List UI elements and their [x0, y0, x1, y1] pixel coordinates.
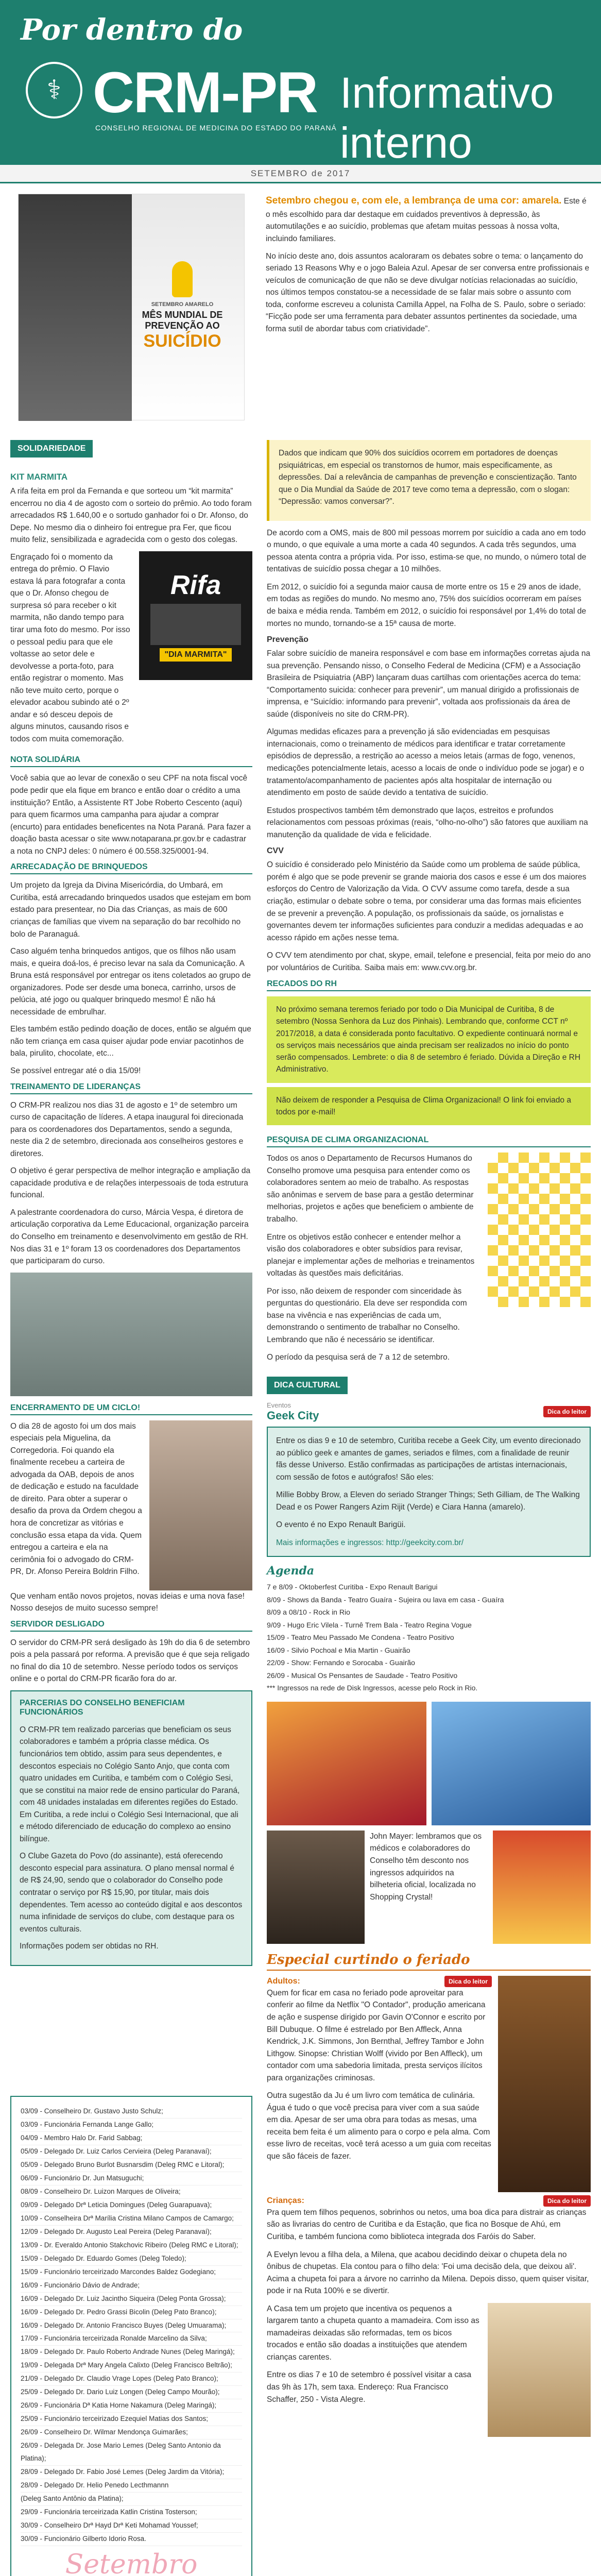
- oktoberfest-poster: [432, 1702, 591, 1825]
- mayer-block: [267, 1831, 591, 1944]
- birthday-row: 12/09 - Delegado Dr. Augusto Leal Pereira (Deleg Paranavaí);: [21, 2226, 242, 2239]
- section-heading: PESQUISA DE CLIMA ORGANIZACIONAL: [267, 1136, 591, 1147]
- culture-section: [267, 1377, 591, 2437]
- masthead: [0, 0, 601, 165]
- birthday-row: 21/09 - Delegado Dr. Claudio Vrage Lopes (Deleg Pato Branco);: [21, 2372, 242, 2386]
- cvv-paragraph: O CVV tem atendimento por chat, skype, email, telefone e presencial, feita por meio do ano por voluntários de Curitiba. Saiba mais em: www.cvv.org.br.: [267, 951, 591, 972]
- reader-tip-badge: Dica do leitor: [444, 1976, 492, 1987]
- birthday-row: 30/09 - Funcionário Gilberto Idorio Rosa.: [21, 2533, 242, 2546]
- newsletter-title: Informativo interno: [340, 69, 554, 167]
- birthday-row: 10/09 - Conselheira Drª Marília Cristina Milano Campos de Camargo;: [21, 2212, 242, 2226]
- birthday-row: 15/09 - Funcionário terceirizado Marcondes Baldez Godegiano;: [21, 2266, 242, 2279]
- birthday-row: 03/09 - Conselheiro Dr. Gustavo Justo Schulz;: [21, 2105, 242, 2119]
- section-heading: NOTA SOLIDÁRIA: [10, 755, 252, 767]
- agenda-item: 8/09 a 08/10 - Rock in Rio: [267, 1608, 350, 1617]
- birthday-row: 03/09 - Funcionária Fernanda Lange Gallo;: [21, 2119, 242, 2132]
- movie-poster: [498, 1976, 591, 2192]
- agenda-item: 9/09 - Hugo Eric Vilela - Turnê Trem Bala - Teatro Regina Vogue: [267, 1620, 472, 1629]
- council-name: CONSELHO REGIONAL DE MEDICINA DO ESTADO DO PARANÁ: [95, 124, 337, 132]
- criancas-paragraph: A Casa tem um projeto que incentiva os pequenos a largarem tanto a chupeta quanto a mamadeira. Com isso as mamadeiras deixadas são reformadas, tem os bicos trocados e então são doadas a instituições que atendem crianças carentes.: [267, 2304, 479, 2362]
- geek-city-box: Entre os dias 9 e 10 de setembro, Curitiba recebe a Geek City, um evento direcionado ao público geek e amantes de games, seriados e filmes, com a finalidade de reunir fãs desse Universo. Estão confirmadas as participações de artistas internacionais, com sessão de fotos e autógrafos! São eles: Millie Bobby Brow, a Eleven do seriado Stranger Things; Seth Gilliam, de The Walking Dead e os Power Rangers Azim Rijit (Verde) e Ciara Hanna (amarelo). O evento é no Expo Renault Barigüi. Mais informações e ingressos: http://geekcity.com.br/: [267, 1427, 591, 1557]
- ciclo-paragraph: O dia 28 de agosto foi um dos mais especiais pela Miguelina, da Corregedoria. Foi quando ela finalmente recebeu a carteira de advogada da OAB, depois de anos de dedicação e estudo na faculdade de direito. Para obter a superar o desafio da prova da Ordem chegou a hora de concretizar as vitórias e conclusão essa etapa da vida. Quem entregou a carteira e ela na cerimônia foi o advogado do CRM-PR, Dr. Afonso Pereira Boldrin Filho.: [10, 1421, 142, 1577]
- birthday-row: 29/09 - Funcionária terceirizada Katlin Cristina Tosterson;: [21, 2506, 242, 2519]
- cvv-title: CVV: [267, 846, 284, 856]
- statistics-paragraph: Em 2012, o suicídio foi a segunda maior causa de morte entre os 15 e 29 anos de idade, em todas as regiões do mundo. No mesmo ano, 75% dos suicídios ocorreram em países de baixa e média renda. Também em 2012, o suicídio foi responsável por 1,4% do total de mortes no mundo, tornando-se a 15ª causa de morte.: [267, 582, 587, 628]
- kit-title: KIT MARMITA: [10, 472, 68, 482]
- agenda-item: 7 e 8/09 - Oktoberfest Curitiba - Expo Renault Barigui: [267, 1583, 438, 1591]
- agenda-item: 16/09 - Silvio Pochoal e Mia Martin - Guairão: [267, 1646, 410, 1654]
- criancas-paragraph: A Evelyn levou a filha dela, a Milena, que acabou decidindo deixar o chupeta dela no ônibus de chupetas. Ela contou para o filho dela: 'Foi uma decisão dela, que deixou ali'. Acima a chupeta foi para a árvore no carrinho da Milena. Depois disso, quem quiser visitar, pode ir na Ruta 100% e se divertir.: [267, 2250, 589, 2296]
- cvv-paragraph: O suicídio é considerado pelo Ministério da Saúde como um problema de saúde pública, porém é algo que se pode prevenir se grande maioria dos casos e esse é um dos maiores esforços do Centro de Valorização da Vida. O CVV assume como tarefa, desde a sua criação, estimular o debate sobre o tema, por considerar uma das formas mais eficientes de se prevenir a prevenção. A população, os profissionais da saúde, os jornalistas e governantes devem ter informações suficientes para conduzir a medidas adequadas e ao acesso rápido em ações nesse tema.: [267, 860, 587, 942]
- criancas-paragraph: Pra quem tem filhos pequenos, sobrinhos ou netos, uma boa dica para distrair as crianças são as livrarias do centro de Curitiba e da Estação, que fica no Bosque de Ahú, em Curitiba, e também funciona como biblioteca integrada dos Faróis do Saber.: [267, 2208, 587, 2241]
- birthday-row: 05/09 - Delegado Dr. Luiz Carlos Cervieira (Deleg Paranavaí);: [21, 2145, 242, 2159]
- birthday-row: 16/09 - Delegado Dr. Antonio Francisco Buyes (Deleg Umuarama);: [21, 2319, 242, 2333]
- birthday-row: 19/09 - Delegada Drª Mary Angela Calixto (Deleg Francisco Beltrão);: [21, 2359, 242, 2372]
- section-solidariedade: SOLIDARIEDADE: [10, 440, 93, 457]
- parcerias-paragraph: O Clube Gazeta do Povo (do assinante), está oferecendo desconto especial para assinatura. O plano mensal normal é de R$ 24,90, sendo que o colaborador do Conselho pode contratar o serviço por R$ 15,90, por titular, mais dois dependentes. Tem acesso ao conteúdo digital e aos descontos numa infinidade de serviços do clube, com destaque para os eventos culturais.: [20, 1852, 243, 1934]
- birthday-row: 16/09 - Delegado Dr. Pedro Grassi Bicolin (Deleg Pato Branco);: [21, 2306, 242, 2319]
- birthday-row: 16/09 - Delegado Dr. Luiz Jacintho Siqueira (Deleg Ponta Grossa);: [21, 2293, 242, 2306]
- decorative-pattern: [488, 1153, 591, 1307]
- birthday-row: 13/09 - Dr. Everaldo Antonio Stakchovic Ribeiro (Deleg RMC e Litoral);: [21, 2239, 242, 2252]
- birthday-row: 17/09 - Funcionária terceirizada Ronalde Marcelino da Silva;: [21, 2332, 242, 2346]
- treinamento-paragraph: O CRM-PR realizou nos dias 31 de agosto e 1º de setembro um curso de capacitação de líderes. A etapa inaugural foi direcionada para os coordenadores dos Departamentos, sendo a segunda, neste dia 2 de setembro, direcionada aos conselheiros gestores e diretores.: [10, 1100, 244, 1158]
- treinamento-paragraph: A palestrante coordenadora do curso, Márcia Vespa, é diretora de articulação corporativa da Leme Educacional, organização parceira do Conselho em treinamento e desenvolvimento em gestão de RH. Nos dias 31 e 1º foram 13 os coordenadores dos Departamentos que participaram do curso.: [10, 1208, 249, 1266]
- birthday-row: (Deleg Santo Antônio da Platina);: [21, 2493, 242, 2506]
- birthday-row: 05/09 - Delegado Bruno Burlot Busnarsdim (Deleg RMC e Litoral);: [21, 2159, 242, 2172]
- birthday-row: 28/09 - Delegado Dr. Helio Penedo Lecthmannn: [21, 2479, 242, 2493]
- brinquedos-paragraph: Eles também estão pedindo doação de doces, então se alguém que não tem criança em casa quiser ajudar pode enviar pacotinhos de bala, pirulito, chocolate, etc...: [10, 1025, 251, 1058]
- rifa-subtitle: "DIA MARMITA": [160, 648, 232, 662]
- john-mayer-poster: [493, 1831, 591, 1944]
- poster-word: SUICÍDIO: [143, 331, 221, 351]
- prevencao-paragraph: Estudos prospectivos também têm demonstrado que laços, estreitos e profundos relacionamentos com pessoas próximas (reais, “olho-no-olho”) são fatores que auxiliam na manutenção da qualidade de vida e felicidade.: [267, 806, 588, 839]
- yellow-ribbon-icon: [172, 261, 193, 297]
- lead-paragraph: No início deste ano, dois assuntos acaloraram os debates sobre o tema: o lançamento do seriado 13 Reasons Why e o jogo Baleia Azul. Apesar de ser conversa entre profissionais e veículos de comunicação de que não se deve divulgar notícias relacionadas ao suicídio, nos últimos tempos constatou-se a necessidade de se falar mais sobre o assunto com toda, conforme escreveu a colunista Camilla Appel, na Folha de S. Paulo, sobre o seriado: “Ficção pode ser uma ferramenta para debater assuntos pertinentes da sociedade, uma forma sutil de abordar tabus com criatividade”.: [266, 251, 590, 333]
- criancas-paragraph: Entre os dias 7 e 10 de setembro é possível visitar a casa das 9h às 17h, sem taxa. Endereço: Rua Francisco Schaffer, 250 - Vista Alegre.: [267, 2370, 472, 2404]
- mayer-text: John Mayer: lembramos que os médicos e colaboradores do Conselho têm desconto nos ingressos adquiridos na bilheteria oficial, localizada no Shopping Crystal!: [370, 1832, 482, 1902]
- event-posters: [267, 1702, 591, 1825]
- nota-paragraph: Você sabia que ao levar de conexão o seu CPF na nota fiscal você pode pedir que ela fique em branco e então doar o crédito a uma instituição? Então, a Assistente RT Jobe Roberto Cescento (aqui) para quem ficarmos uma campanha para ajudar a comprar (encurto) para entidades beneficentes na Nota Paraná. Para fazer a doação basta acessar o site www.notaparana.pr.gov.br e cadastrar a nota no CNPJ deles: 0 número é 00.558.325/0001-94.: [10, 774, 251, 856]
- kit-paragraph: Engraçado foi o momento da entrega do prêmio. O Flavio estava lá para fotografar a conta que o Dr. Afonso chegou de surpresa só para receber o kit marmita, não dando tempo para tirar uma foto do mesmo. Por isso o pessoal pediu para que ele voltasse ao setor dele e devolvesse a porta-foto, para então registrar o momento. Mas não teve muito certo, porque o elevador acabou subindo até o 2º andar e só desceu depois de alguns minutos, causando risos e todos com muita comemoração.: [10, 552, 130, 743]
- birthday-row: 25/09 - Funcionário terceirizado Ezequiel Matias dos Santos;: [21, 2413, 242, 2426]
- section-heading: TREINAMENTO DE LIDERANÇAS: [10, 1082, 252, 1094]
- lead-section: [0, 183, 601, 429]
- section-dica-cultural: DICA CULTURAL: [267, 1377, 348, 1394]
- adultos-title: Adultos:: [267, 1976, 300, 1986]
- birthday-row: 30/09 - Conselheiro Drª Hayd Drª Keti Mohamad Youssef;: [21, 2519, 242, 2533]
- prevencao-paragraph: Algumas medidas eficazes para a prevenção já são evidenciadas em pesquisas internacionais, como o treinamento de médicos para identificar e tratar corretamente episódios de depressão, a restrição ao acesso a meios letais (armas de fogo, venenos, medicações potencialmente letais, acesso a locais de onde o indivíduo pode se jogar) e o tratamento/acompanhamento de pacientes após alta hospitalar de internação ou atendimento em posto de saúde devido a tentativa de suicídio.: [267, 727, 585, 798]
- section-heading: RECADOS DO RH: [267, 979, 591, 991]
- agenda-item: 15/09 - Teatro Meu Passado Me Condena - Teatro Positivo: [267, 1633, 454, 1642]
- adultos-paragraph: Quem for ficar em casa no feriado pode aproveitar para conferir ao filme da Netflix "O Contador", produção americana de ação e suspense dirigido por Gavin O'Connor e escrito por Bill Dubuque. O filme é estrelado por Ben Affleck, Anna Kendrick, J.K. Simmons, Jon Bernthal, Jeffrey Tambor e John Lithgow. Sinopse: Christian Wolff (vivido por Ben Affleck), um contador com uma sabedoria limitada, presta serviços ilícitos para organizações criminosas.: [267, 1988, 486, 2082]
- agenda-list: [267, 1581, 591, 1694]
- birthday-row: 04/09 - Membro Halo Dr. Farid Sabbag;: [21, 2132, 242, 2145]
- birthday-list: [21, 2105, 242, 2546]
- crm-logo-icon: ⚕: [26, 62, 82, 118]
- prevencao-title: Prevenção: [267, 635, 308, 645]
- prevencao-paragraph: Falar sobre suicídio de maneira responsável e com base em informações corretas ajuda na sua prevenção. Pensando nisso, o Conselho Federal de Medicina (CFM) e a Associação Brasileira de Psiquiatria (ABP) lançaram duas cartilhas com orientações acerca do tema: “Comportamento suicida: conhecer para prevenir”, um manual dirigido a profissionais de imprensa, e “Suicídio: informando para prevenir”, voltada aos profissionais da área de saúde (disponíveis no site do CRM-PR).: [267, 649, 591, 719]
- agenda-item: 22/09 - Show: Fernando e Sorocaba - Guairão: [267, 1658, 415, 1667]
- birthday-row: 26/09 - Funcionária Dª Katia Horne Nakamura (Deleg Maringá);: [21, 2399, 242, 2413]
- section-heading: ARRECADAÇÃO DE BRINQUEDOS: [10, 862, 252, 874]
- section-heading: PARCERIAS DO CONSELHO BENEFICIAM FUNCIONÁRIOS: [20, 1698, 185, 1717]
- brinquedos-paragraph: Se possível entregar até o dia 15/09!: [10, 1066, 141, 1075]
- org-name: CRM-PR: [93, 60, 317, 125]
- parcerias-box: [10, 1690, 252, 1966]
- agenda-item: 8/09 - Shows da Banda - Teatro Guaíra - Sujeira ou lava em casa - Guaíra: [267, 1595, 504, 1604]
- agenda-item: *** Ingressos na rede de Disk Ingressos, acesse pelo Rock in Rio.: [267, 1684, 478, 1692]
- reader-tip-badge: Dica do leitor: [543, 2195, 591, 2207]
- birthday-row: 09/09 - Delegado Drª Leticia Domingues (Deleg Guarapuava);: [21, 2199, 242, 2212]
- suicide-prevention-poster: [18, 194, 245, 420]
- birthday-row: 08/09 - Conselheiro Dr. Luizon Marques de Oliveira;: [21, 2185, 242, 2199]
- woman-portrait: [19, 194, 132, 421]
- especial-title: Especial curtindo o feriado: [267, 1952, 591, 1971]
- birthday-row: 15/09 - Delegado Dr. Eduardo Gomes (Deleg Toledo);: [21, 2252, 242, 2266]
- adultos-paragraph: Outra sugestão da Ju é um livro com temática de culinária. Água é tudo o que você precisa para viver com a sua saúde em dia. Apesar de ser uma obra para todas as mesas, uma receita bem feita é um alimento para o corpo e pela alma. Com esse livro de receitas, você terá acesso a um guia com receitas que são fáceis de fazer.: [267, 2091, 491, 2161]
- birthday-row: 25/09 - Delegado Dr. Dario Luiz Longen (Deleg Campo Mourão);: [21, 2386, 242, 2399]
- chupeta-house-photo: [488, 2303, 591, 2437]
- servidor-paragraph: O servidor do CRM-PR será desligado às 19h do dia 6 de setembro pois a pela passará por reforma. A previsão que é que seja religado no final do dia 10 de setembro. Nesse período todos os serviços online e o portal do CRM-PR ficarão fora do ar.: [10, 1638, 250, 1684]
- rh-notice: Não deixem de responder a Pesquisa de Clima Organizacional! O link foi enviado a todos por e-mail!: [267, 1087, 591, 1126]
- pesquisa-paragraph: Todos os anos o Departamento de Recursos Humanos do Conselho promove uma pesquisa para entender como os colaboradores sentem ao meio de trabalho. As respostas são anônimas e servem de base para a gestão determinar melhorias, projetos e ações que beneficiem o ambiente de trabalho.: [267, 1154, 474, 1224]
- geek-link[interactable]: Mais informações e ingressos: http://geekcity.com.br/: [276, 1538, 464, 1547]
- criancas-title: Crianças:: [267, 2196, 304, 2205]
- marmita-image: [150, 604, 241, 645]
- birthday-row: 26/09 - Conselheiro Dr. Wilmar Mendonça Guimarães;: [21, 2426, 242, 2439]
- section-heading: ENCERRAMENTO DE UM CICLO!: [10, 1403, 252, 1415]
- section-heading: SERVIDOR DESLIGADO: [10, 1620, 252, 1632]
- birthday-row: 18/09 - Delegado Dr. Paulo Roberto Andrade Nunes (Deleg Maringá);: [21, 2346, 242, 2359]
- kit-paragraph: A rifa feita em prol da Fernanda e que sorteou um “kit marmita” encerrou no dia 4 de agosto com o sorteio do prêmio. Ao todo foram arrecadados R$ 1.640,00 e o sortudo ganhador foi o Dr. Afonso, do Depe. No mesmo dia o dinheiro foi entregue pra Fer, que ficou muito feliz, sensibilizada e agradecida com o gesto dos colegas.: [10, 487, 252, 545]
- treinamento-paragraph: O objetivo é gerar perspectiva de melhor integração e ampliação da capacidade produtiva e de relações interpessoais de toda estrutura funcional.: [10, 1166, 251, 1200]
- pesquisa-paragraph: Por isso, não deixem de responder com sinceridade às perguntas do questionário. Ela deve ser respondida com base na vivência e nas experiências de cada um, demonstrando o sentimento de trabalhar no Conselho. Lembrando que não é necessário se identificar.: [267, 1286, 467, 1344]
- lead-headline: Setembro chegou e, com ele, a lembrança de uma cor: amarela.: [266, 195, 562, 206]
- birthday-row: 26/09 - Delegada Dr. Jose Mario Lemes (Deleg Santo Antonio da Platina);: [21, 2439, 242, 2466]
- passado-poster: [267, 1702, 426, 1825]
- right-column: [267, 440, 591, 2437]
- training-group-photo: [10, 1273, 252, 1396]
- birthday-row: 16/09 - Funcionário Dávio de Andrade;: [21, 2279, 242, 2293]
- reader-tip-badge: Dica do leitor: [543, 1406, 591, 1417]
- poster-label: SETEMBRO AMARELO: [151, 301, 214, 308]
- ciclo-paragraph: Que venham então novos projetos, novas ideias e uma nova fase! Nosso desejos de muito sucesso sempre!: [10, 1591, 245, 1613]
- parcerias-paragraph: Informações podem ser obtidas no RH.: [20, 1942, 159, 1951]
- geek-title: Geek City: [267, 1409, 319, 1422]
- series-title: Por dentro do: [21, 13, 243, 47]
- birthday-row: 06/09 - Funcionário Dr. Jun Matsuguchi;: [21, 2172, 242, 2185]
- rifa-label: Rifa: [170, 570, 221, 600]
- lead-intro: Este é o mês escolhido para dar destaque em cuidados preventivos à depressão, às automutilações e ao suicídio, problemas que afetam muitas pessoas à nossa volta, incluindo familiares.: [266, 197, 587, 243]
- birthday-row: 28/09 - Delegado Dr. Fabio José Lemes (Deleg Jardim da Vitória);: [21, 2466, 242, 2479]
- birthday-script-title: Setembro: [65, 2549, 198, 2576]
- brinquedos-paragraph: Um projeto da Igreja da Divina Misericórdia, do Umbará, em Curitiba, está arrecadando brinquedos usados que estejam em bom estado para presentear, no Dia das Crianças, as mais de 600 crianças de famílias que vivem na separação do bar recolhido no bolo de Paranaguá.: [10, 881, 251, 939]
- brinquedos-paragraph: Caso alguém tenha brinquedos antigos, que os filhos não usam mais, e queira doá-los, é preciso levar na sala da Comunicação. A Bruna está responsável por entregar os itens coletados ao grupo de organizadores. Pode ser desde uma boneca, carrinho, ursos de pelúcia, até jogo ou qualquer brinquedo mesmo! É não há necessidade de embrulhar.: [10, 947, 251, 1016]
- statistics-paragraph: De acordo com a OMS, mais de 800 mil pessoas morrem por suicídio a cada ano em todo o mundo, o que equivale a uma morte a cada 40 segundos. A cada três segundos, uma pessoa atenta contra a própria vida. Por isso, estima-se que, no mundo, o número total de tentativas de suicídio possa chegar a 10 milhões.: [267, 528, 587, 574]
- lead-highlight-box: Dados que indicam que 90% dos suicídios ocorrem em portadores de doenças psiquiátricas, em especial os transtornos de humor, mais especificamente, as depressões. Daí a relevância de campanhas de prevenção e conscientização. Tanto que o Dia Mundial da Saúde de 2017 teve como tema a depressão, com o slogan: “Depressão: vamos conversar?”.: [267, 440, 591, 521]
- geek-label: Eventos: [267, 1401, 291, 1409]
- agenda-item: 26/09 - Musical Os Pensantes de Saudade - Teatro Positivo: [267, 1671, 458, 1680]
- edition-date: SETEMBRO de 2017: [0, 165, 601, 183]
- rifa-photo: [139, 551, 252, 680]
- pesquisa-paragraph: O período da pesquisa será de 7 a 12 de setembro.: [267, 1353, 450, 1362]
- poster-title: MÊS MUNDIAL DE PREVENÇÃO AO: [142, 310, 223, 331]
- rh-notice: No próximo semana teremos feriado por todo o Dia Municipal de Curitiba, 8 de setembro (Nossa Senhora da Luz dos Pinhais). Lembrando que, conforme CCT nº 2017/2018, a data é considerada ponto facultativo. O expediente continuará normal e os serviços mais necessários que ainda precisam ser realizados no início do ponto serão compensados. Lembrete: o dia 8 de setembro é feriado. Dúvida a Direção e RH Administrativo.: [267, 996, 591, 1083]
- parcerias-paragraph: O CRM-PR tem realizado parcerias que beneficiam os seus colaboradores e também a própria classe médica. Os funcionários tem obtido, assim para seus dependentes, e descontos especiais no Colégio Santo Anjo, que conta com quatro unidades em Curitiba, e também com o Colégio Sesi, que se constitui na maior rede de ensino particular do Paraná, com 48 unidades instaladas em diferentes regiões do Estado. Em Curitiba, a rede inclui o Colégio Sesi Internacional, que ali e método diferenciado de educação do complexo ao ensino bilíngue.: [20, 1725, 240, 1843]
- oab-ceremony-photo: [149, 1420, 252, 1590]
- birthday-box: [10, 2096, 252, 2576]
- agenda-title: Agenda: [267, 1564, 315, 1578]
- pesquisa-paragraph: Entre os objetivos estão conhecer e entender melhor a visão dos colaboradores e obter subsídios para revisar, planejar e implementar ações de melhorias e treinamentos voltadas às questões mais deficitárias.: [267, 1232, 475, 1278]
- john-mayer-photo: [267, 1831, 365, 1944]
